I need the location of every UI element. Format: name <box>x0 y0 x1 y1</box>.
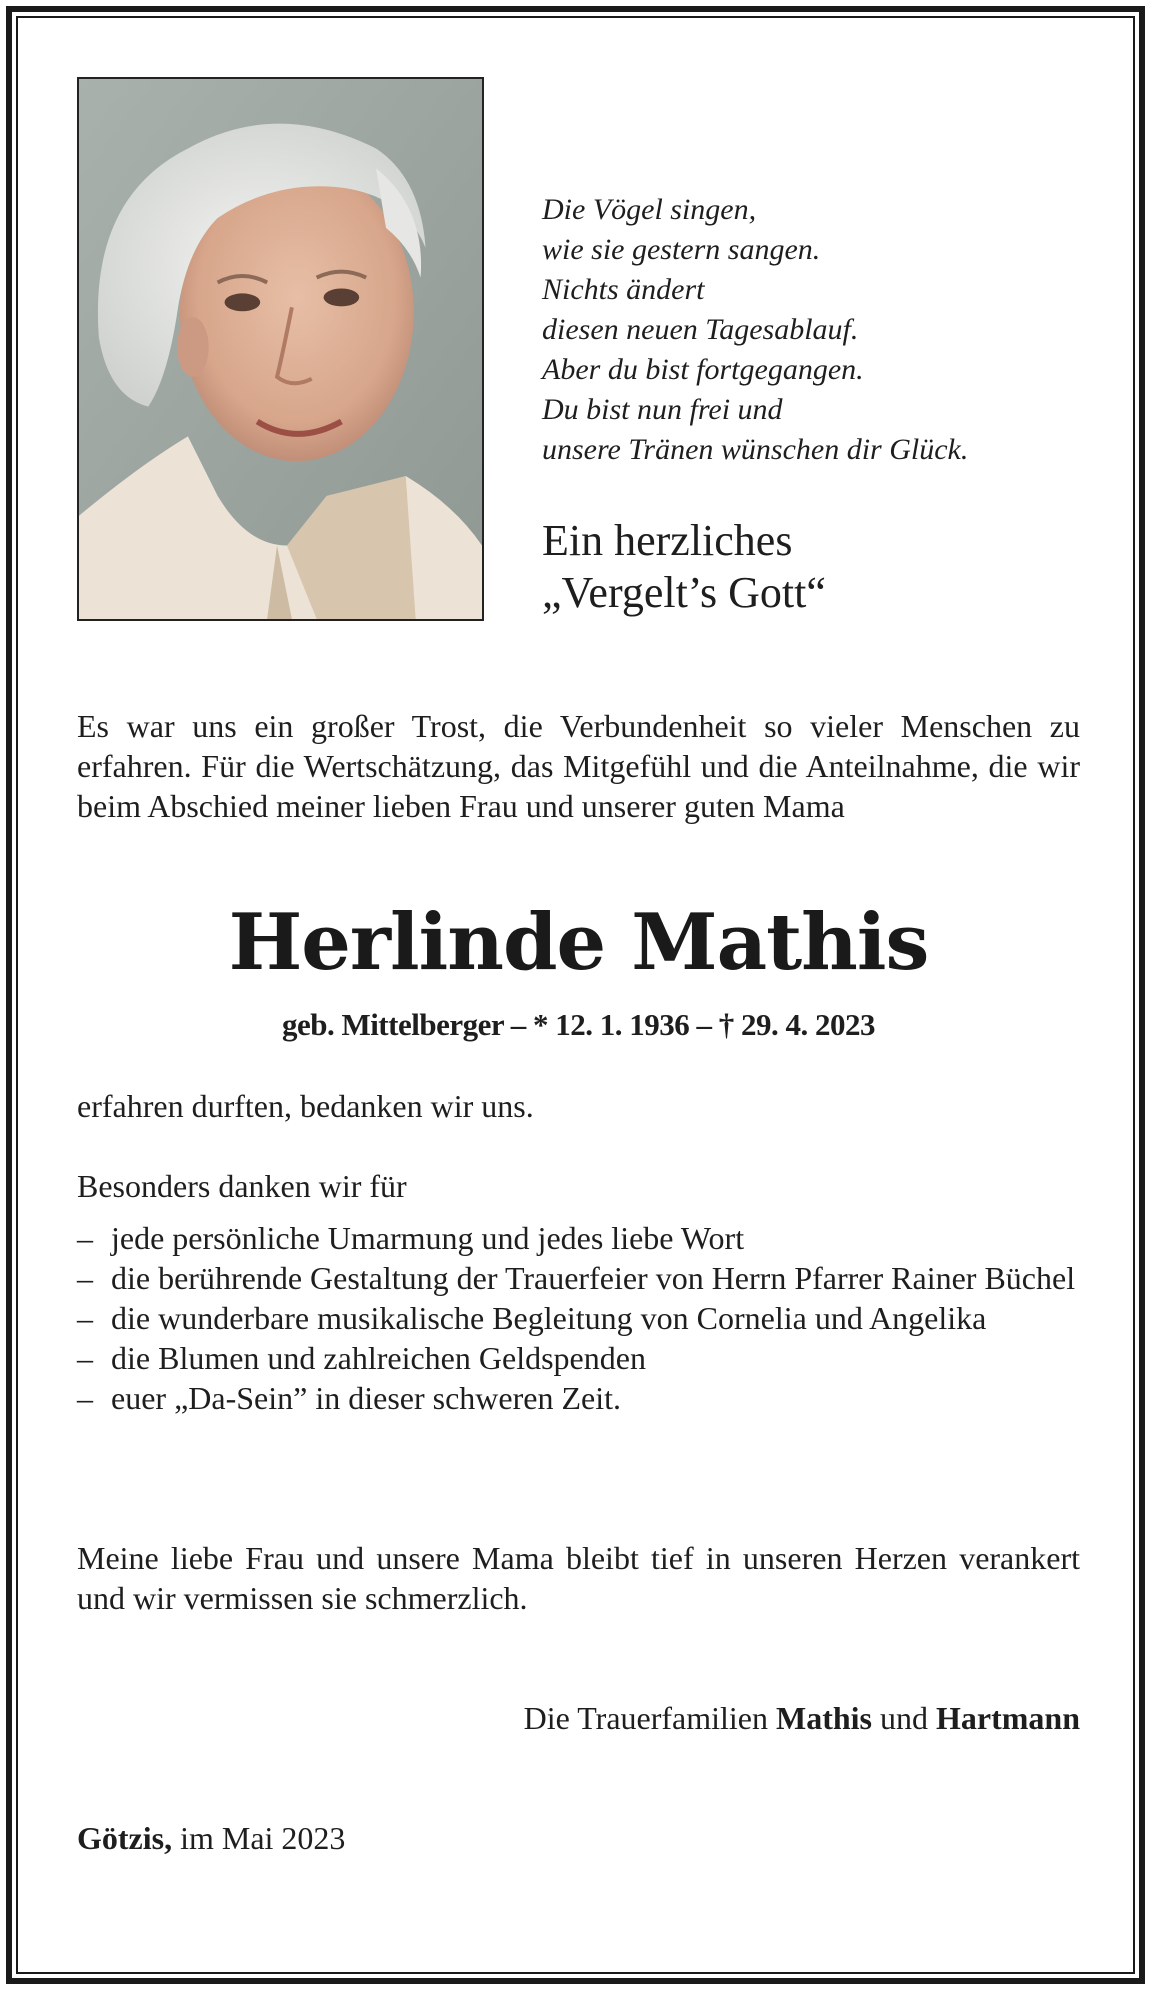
signature <box>77 1698 1080 1738</box>
list-item-text: die Blumen und zahlreichen Geldspenden <box>111 1340 646 1376</box>
list-bullet: – <box>77 1340 93 1376</box>
poem <box>542 190 1102 470</box>
intro-paragraph: Es war uns ein großer Trost, die Verbundenheit so vieler Menschen zu erfahren. Für die Wertschätzung, das Mitgefühl und die Anteilnahme, die wir beim Abschied meiner lieben Frau und unserer guten Mama <box>77 708 1080 824</box>
thanks-list <box>77 1218 1080 1418</box>
portrait-photo <box>77 77 484 621</box>
life-dates: geb. Mittelberger – * 12. 1. 1936 – † 29. 4. 2023 <box>281 1007 876 1042</box>
poem-line: Aber du bist fortgegangen. <box>542 353 864 386</box>
list-item <box>77 1258 1080 1298</box>
closing-paragraph: Meine liebe Frau und unsere Mama bleibt tief in unseren Herzen verankert und wir vermissen sie schmerzlich. <box>77 1540 1080 1616</box>
list-item-text: die wunderbare musikalische Begleitung von Cornelia und Angelika <box>111 1300 987 1336</box>
list-item-text: jede persönliche Umarmung und jedes liebe Wort <box>111 1220 745 1256</box>
deceased-name: Herlinde Mathis <box>228 897 929 988</box>
place-date-text: im Mai 2023 <box>180 1820 346 1856</box>
list-item-text: die berührende Gestaltung der Trauerfeier von Herrn Pfarrer Rainer Büchel <box>111 1260 1076 1296</box>
place-city: Götzis, <box>77 1820 173 1856</box>
list-item <box>77 1298 1080 1338</box>
signature-prefix: Die Trauerfamilien <box>523 1700 768 1736</box>
besonders-heading: Besonders danken wir für <box>77 1168 407 1204</box>
list-bullet: – <box>77 1260 93 1296</box>
poem-line: unsere Tränen wünschen dir Glück. <box>542 433 969 466</box>
poem-line: Nichts ändert <box>542 273 705 306</box>
thanks-heading-line2: „Vergelt’s Gott“ <box>542 568 826 617</box>
poem-line: Du bist nun frei und <box>542 393 783 426</box>
thanks-heading-line1: Ein herzliches <box>542 516 793 565</box>
signature-family-2: Hartmann <box>936 1700 1080 1736</box>
list-bullet: – <box>77 1380 93 1416</box>
poem-line: Die Vögel singen, <box>542 193 757 226</box>
list-item <box>77 1218 1080 1258</box>
list-item-text: euer „Da-Sein” in dieser schweren Zeit. <box>111 1380 621 1416</box>
place-date <box>77 1818 677 1858</box>
poem-line: diesen neuen Tagesablauf. <box>542 313 859 346</box>
portrait-image <box>79 79 482 619</box>
list-bullet: – <box>77 1300 93 1336</box>
signature-conjunction: und <box>880 1700 928 1736</box>
list-item <box>77 1378 1080 1418</box>
list-item <box>77 1338 1080 1378</box>
list-bullet: – <box>77 1220 93 1256</box>
poem-line: wie sie gestern sangen. <box>542 233 821 266</box>
signature-family-1: Mathis <box>776 1700 872 1736</box>
thanks-heading <box>542 515 1102 619</box>
after-name-text: erfahren durften, bedanken wir uns. <box>77 1088 534 1124</box>
